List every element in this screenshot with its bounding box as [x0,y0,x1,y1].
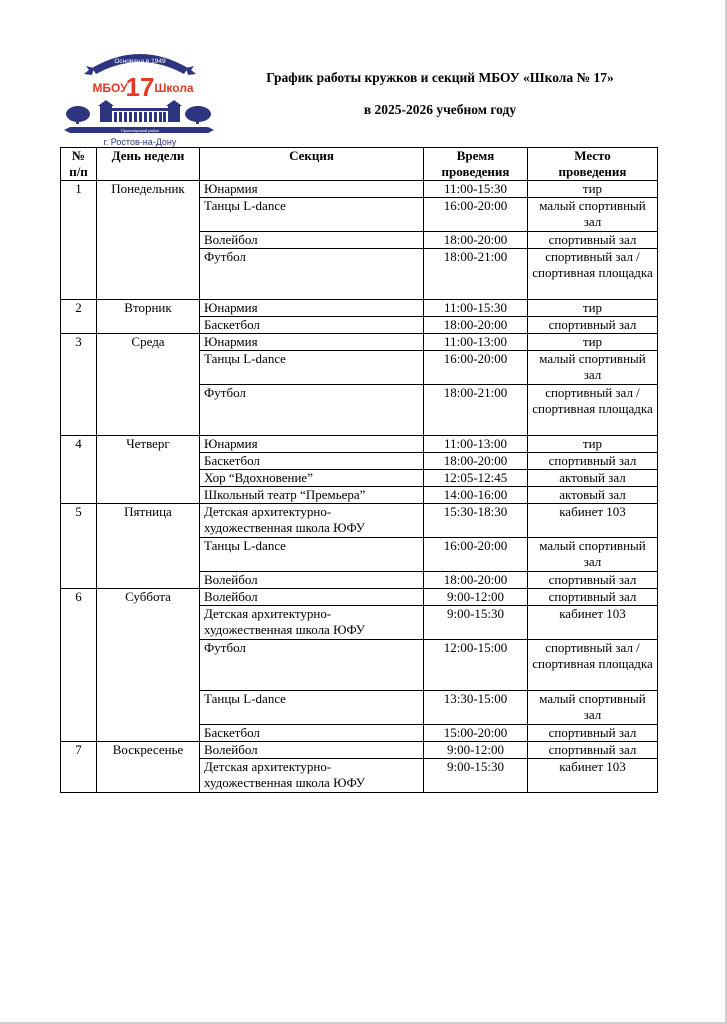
time-cell: 18:00-20:00 [424,232,528,249]
time-cell: 16:00-20:00 [424,198,528,232]
schedule-body [61,181,658,793]
section-cell: Танцы L-dance [200,351,424,385]
time-cell: 15:00-20:00 [424,725,528,742]
day-name-cell: Пятница [97,504,200,589]
school-logo [62,44,218,148]
header-section: Секция [200,148,424,181]
table-row [61,181,658,198]
section-cell: Футбол [200,385,424,436]
section-cell: Танцы L-dance [200,691,424,725]
place-cell: тир [528,300,658,317]
day-number-cell: 4 [61,436,97,504]
section-cell: Хор “Вдохновение” [200,470,424,487]
section-cell: Юнармия [200,300,424,317]
place-cell: спортивный зал / спортивная площадка [528,385,658,436]
time-cell: 9:00-12:00 [424,589,528,606]
time-cell: 11:00-15:30 [424,181,528,198]
section-cell: Баскетбол [200,453,424,470]
section-cell: Баскетбол [200,725,424,742]
logo-city: г. Ростов-на-Дону [103,137,177,147]
place-cell: спортивный зал [528,742,658,759]
place-cell: малый спортивный зал [528,198,658,232]
header-time [424,148,528,181]
day-number-cell: 6 [61,589,97,742]
section-cell: Детская архитектурно-художественная школа ЮФУ [200,606,424,640]
header-place [528,148,658,181]
section-cell: Баскетбол [200,317,424,334]
section-cell: Волейбол [200,232,424,249]
day-name-cell: Суббота [97,589,200,742]
place-cell: тир [528,181,658,198]
header-num-line1: № [71,148,86,163]
time-cell: 15:30-18:30 [424,504,528,538]
day-number-cell: 1 [61,181,97,300]
place-cell: спортивный зал [528,589,658,606]
place-cell: спортивный зал [528,317,658,334]
place-cell: малый спортивный зал [528,538,658,572]
place-cell: актовый зал [528,487,658,504]
section-cell: Танцы L-dance [200,198,424,232]
document-title: График работы кружков и секций МБОУ «Школа № 17» [266,70,614,85]
logo-number: 17 [125,72,155,102]
place-cell: тир [528,334,658,351]
place-cell: кабинет 103 [528,606,658,640]
day-name-cell: Среда [97,334,200,436]
time-cell: 11:00-13:00 [424,334,528,351]
section-cell: Футбол [200,640,424,691]
day-name-cell: Четверг [97,436,200,504]
logo-arc-text: Основана в 1949 [114,58,166,65]
time-cell: 9:00-12:00 [424,742,528,759]
document-subtitle: в 2025-2026 учебном году [363,102,517,117]
time-cell: 13:30-15:00 [424,691,528,725]
time-cell: 16:00-20:00 [424,538,528,572]
place-cell: спортивный зал [528,725,658,742]
table-row [61,436,658,453]
section-cell: Детская архитектурно-художественная школа ЮФУ [200,759,424,793]
time-cell: 18:00-20:00 [424,317,528,334]
section-cell: Юнармия [200,334,424,351]
time-cell: 12:00-15:00 [424,640,528,691]
section-cell: Юнармия [200,181,424,198]
section-cell: Волейбол [200,572,424,589]
school-building-icon [98,100,182,122]
table-row [61,334,658,351]
place-cell: спортивный зал [528,572,658,589]
logo-left-word: МБОУ [92,81,128,95]
place-cell: актовый зал [528,470,658,487]
schedule-table [60,147,658,793]
place-cell: кабинет 103 [528,759,658,793]
time-cell: 18:00-20:00 [424,572,528,589]
header-place-line2: проведения [558,164,627,179]
time-cell: 9:00-15:30 [424,606,528,640]
section-cell: Юнармия [200,436,424,453]
header-num [61,148,97,181]
time-cell: 18:00-21:00 [424,249,528,300]
time-cell: 9:00-15:30 [424,759,528,793]
section-cell: Школьный театр “Премьера” [200,487,424,504]
header-day: День недели [97,148,200,181]
time-cell: 16:00-20:00 [424,351,528,385]
time-cell: 11:00-15:30 [424,300,528,317]
table-header-row [61,148,658,181]
logo-right-word: Школа [154,81,194,95]
section-cell: Волейбол [200,589,424,606]
day-number-cell: 3 [61,334,97,436]
table-row [61,742,658,759]
day-number-cell: 7 [61,742,97,793]
table-row [61,589,658,606]
day-number-cell: 5 [61,504,97,589]
place-cell: тир [528,436,658,453]
place-cell: малый спортивный зал [528,691,658,725]
pen-icon [64,127,214,133]
logo-pen-text: Пролетарский район [120,128,160,133]
time-cell: 14:00-16:00 [424,487,528,504]
day-number-cell: 2 [61,300,97,334]
time-cell: 18:00-21:00 [424,385,528,436]
header-time-line2: проведения [441,164,510,179]
header-time-line1: Время [456,148,495,163]
section-cell: Футбол [200,249,424,300]
place-cell: малый спортивный зал [528,351,658,385]
time-cell: 11:00-13:00 [424,436,528,453]
table-row [61,504,658,538]
header-num-line2: п/п [69,164,88,179]
day-name-cell: Вторник [97,300,200,334]
section-cell: Танцы L-dance [200,538,424,572]
place-cell: спортивный зал / спортивная площадка [528,249,658,300]
table-row [61,300,658,317]
section-cell: Детская архитектурно-художественная школа ЮФУ [200,504,424,538]
day-name-cell: Понедельник [97,181,200,300]
time-cell: 12:05-12:45 [424,470,528,487]
header-place-line1: Место [574,148,611,163]
place-cell: спортивный зал [528,232,658,249]
section-cell: Волейбол [200,742,424,759]
place-cell: спортивный зал / спортивная площадка [528,640,658,691]
time-cell: 18:00-20:00 [424,453,528,470]
day-name-cell: Воскресенье [97,742,200,793]
place-cell: спортивный зал [528,453,658,470]
place-cell: кабинет 103 [528,504,658,538]
